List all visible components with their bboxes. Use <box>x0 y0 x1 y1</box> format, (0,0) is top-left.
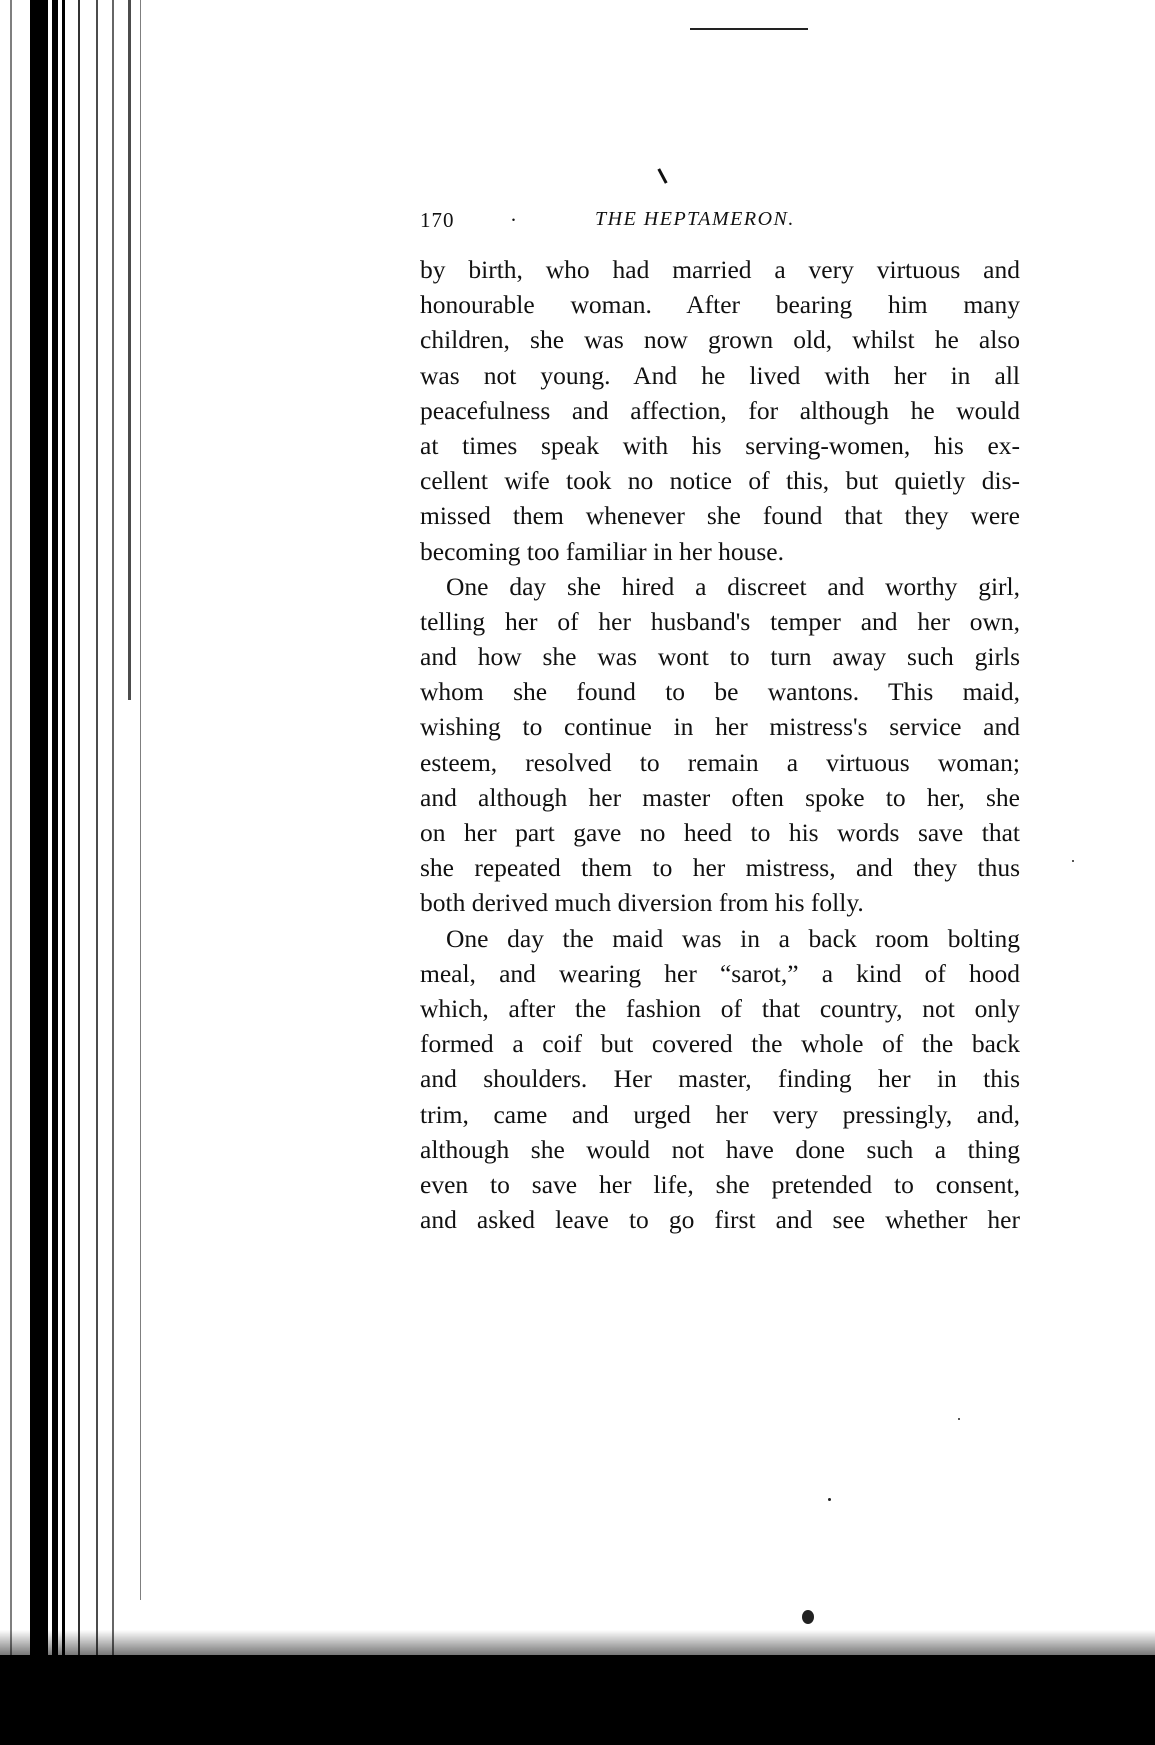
running-title: THE HEPTAMERON. <box>595 208 795 230</box>
text-line: One day she hired a discreet and worthy girl, <box>446 571 1020 601</box>
text-line: esteem, resolved to remain a virtuous woman; <box>420 747 1020 777</box>
text-line: children, she was now grown old, whilst he also <box>420 325 1020 355</box>
binding-gutter <box>0 0 150 1745</box>
scan-speck <box>828 1498 831 1501</box>
body-text <box>420 252 1020 1237</box>
running-header <box>420 208 1020 242</box>
text-line: and shoulders. Her master, finding her in this <box>420 1064 1020 1094</box>
text-line: meal, and wearing her “sarot,” a kind of hood <box>420 958 1020 988</box>
text-line: honourable woman. After bearing him many <box>420 290 1020 320</box>
text-line: cellent wife took no notice of this, but quietly dis- <box>420 466 1020 496</box>
text-line: becoming too familiar in her house. <box>420 536 784 566</box>
scan-speck <box>958 1418 960 1420</box>
header-separator: · <box>510 208 517 232</box>
text-line: both derived much diversion from his folly. <box>420 888 864 918</box>
text-line: trim, came and urged her very pressingly, and, <box>420 1099 1020 1129</box>
text-line: telling her of her husband's temper and her own, <box>420 606 1020 636</box>
scan-bottom-shadow <box>0 1655 1155 1745</box>
text-line: and asked leave to go first and see whether her <box>420 1205 1020 1235</box>
text-line: was not young. And he lived with her in all <box>420 360 1020 390</box>
text-line: and how she was wont to turn away such girls <box>420 642 1020 672</box>
text-line: whom she found to be wantons. This maid, <box>420 677 1020 707</box>
scan-speck <box>802 1610 814 1624</box>
text-line: missed them whenever she found that they were <box>420 501 1020 531</box>
paragraph <box>420 921 1020 1238</box>
text-line: on her part gave no heed to his words save that <box>420 818 1020 847</box>
paragraph <box>420 252 1020 569</box>
text-line: at times speak with his serving-women, his ex- <box>420 430 1020 460</box>
ink-mark <box>657 168 667 184</box>
top-rule <box>690 28 808 30</box>
scan-speck <box>1072 860 1074 862</box>
text-line: formed a coif but covered the whole of the back <box>420 1029 1020 1059</box>
text-line: although she would not have done such a thing <box>420 1134 1020 1164</box>
text-line: and although her master often spoke to her, she <box>420 782 1020 812</box>
text-line: One day the maid was in a back room bolting <box>446 923 1020 953</box>
page-number: 170 <box>420 208 455 232</box>
text-line: which, after the fashion of that country, not only <box>420 993 1020 1023</box>
text-line: wishing to continue in her mistress's service and <box>420 712 1020 742</box>
paragraph <box>420 569 1020 921</box>
text-line: even to save her life, she pretended to consent, <box>420 1169 1020 1199</box>
text-line: peacefulness and affection, for although he would <box>420 395 1020 425</box>
text-line: she repeated them to her mistress, and they thus <box>420 853 1020 883</box>
text-line: by birth, who had married a very virtuous and <box>420 255 1020 284</box>
